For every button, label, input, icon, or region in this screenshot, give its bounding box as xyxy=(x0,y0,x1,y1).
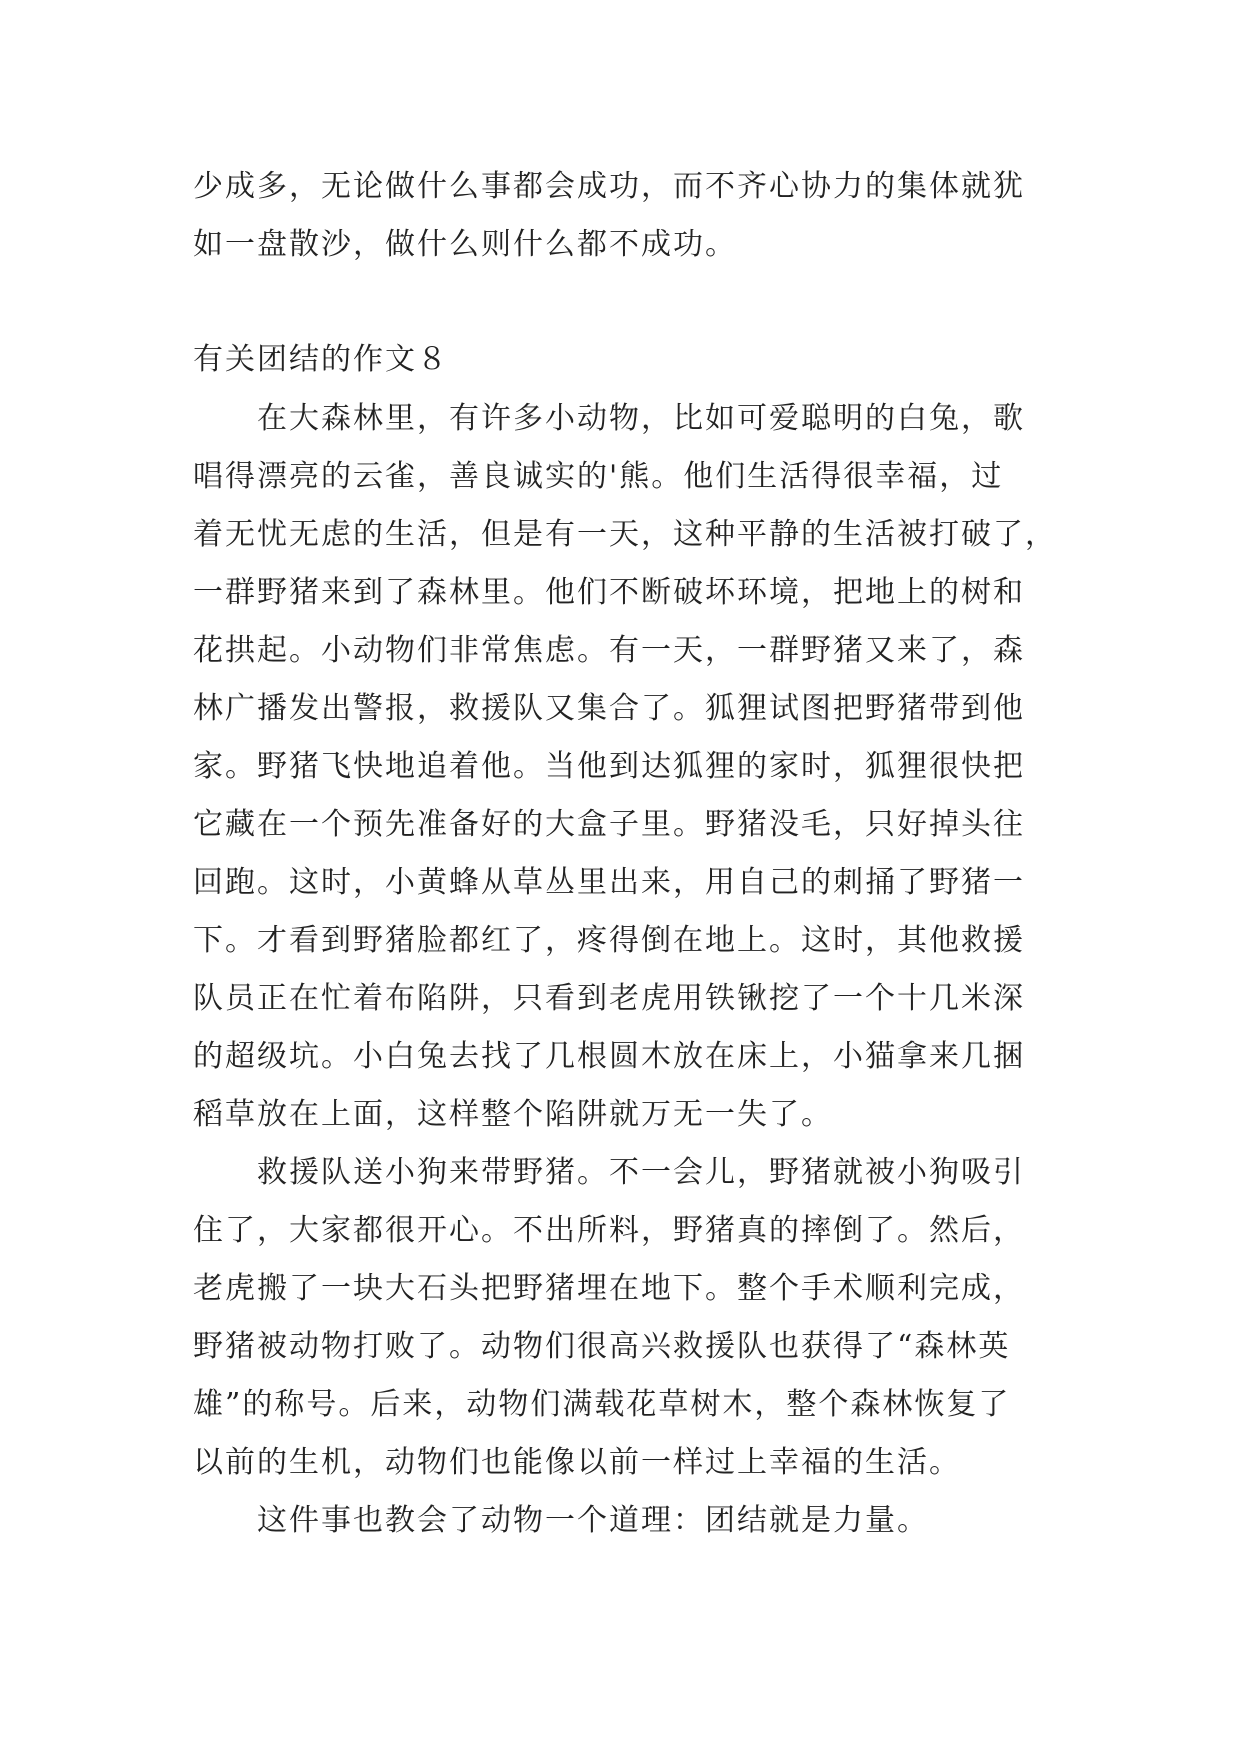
text-line: 这件事也教会了动物一个道理：团结就是力量。 xyxy=(193,1503,929,1538)
essay-paragraph-3 xyxy=(193,1492,1053,1550)
text-line: 林广播发出警报，救援队又集合了。狐狸试图把野猪带到他 xyxy=(193,691,1025,726)
continuation-paragraph xyxy=(193,158,1053,274)
text-line: 少成多，无论做什么事都会成功，而不齐心协力的集体就犹 xyxy=(193,169,1025,204)
text-line: 它藏在一个预先准备好的大盒子里。野猪没毛，只好掉头往 xyxy=(193,807,1025,842)
text-line: 花拱起。小动物们非常焦虑。有一天，一群野猪又来了，森 xyxy=(193,633,1025,668)
text-line: 如一盘散沙，做什么则什么都不成功。 xyxy=(193,227,737,262)
text-line: 以前的生机，动物们也能像以前一样过上幸福的生活。 xyxy=(193,1445,961,1480)
text-line: 队员正在忙着布陷阱，只看到老虎用铁锹挖了一个十几米深 xyxy=(193,981,1025,1016)
essay-title: 有关团结的作文８ xyxy=(193,342,449,377)
text-line: 下。才看到野猪脸都红了，疼得倒在地上。这时，其他救援 xyxy=(193,923,1025,958)
essay-paragraph-1 xyxy=(193,390,1057,1144)
essay-body xyxy=(193,390,1057,1550)
text-line: 在大森林里，有许多小动物，比如可爱聪明的白兔，歌 xyxy=(193,401,1025,436)
text-line: 野猪被动物打败了。动物们很高兴救援队也获得了“森林英 xyxy=(193,1329,1011,1364)
text-line: 唱得漂亮的云雀，善良诚实的'熊。他们生活得很幸福，过 xyxy=(193,459,1004,494)
text-line: 着无忧无虑的生活，但是有一天，这种平静的生活被打破了， xyxy=(193,517,1057,552)
text-line: 救援队送小狗来带野猪。不一会儿，野猪就被小狗吸引 xyxy=(193,1155,1025,1190)
text-line: 雄”的称号。后来，动物们满载花草树木，整个森林恢复了 xyxy=(193,1387,1011,1422)
text-line: 回跑。这时，小黄蜂从草丛里出来，用自己的刺捅了野猪一 xyxy=(193,865,1025,900)
text-line: 家。野猪飞快地追着他。当他到达狐狸的家时，狐狸很快把 xyxy=(193,749,1025,784)
text-line: 住了，大家都很开心。不出所料，野猪真的摔倒了。然后， xyxy=(193,1213,1025,1248)
text-line: 老虎搬了一块大石头把野猪埋在地下。整个手术顺利完成， xyxy=(193,1271,1025,1306)
text-line: 的超级坑。小白兔去找了几根圆木放在床上，小猫拿来几捆 xyxy=(193,1039,1025,1074)
essay-paragraph-2 xyxy=(193,1144,1053,1492)
text-line: 稻草放在上面，这样整个陷阱就万无一失了。 xyxy=(193,1097,833,1132)
text-line: 一群野猪来到了森林里。他们不断破坏环境，把地上的树和 xyxy=(193,575,1025,610)
